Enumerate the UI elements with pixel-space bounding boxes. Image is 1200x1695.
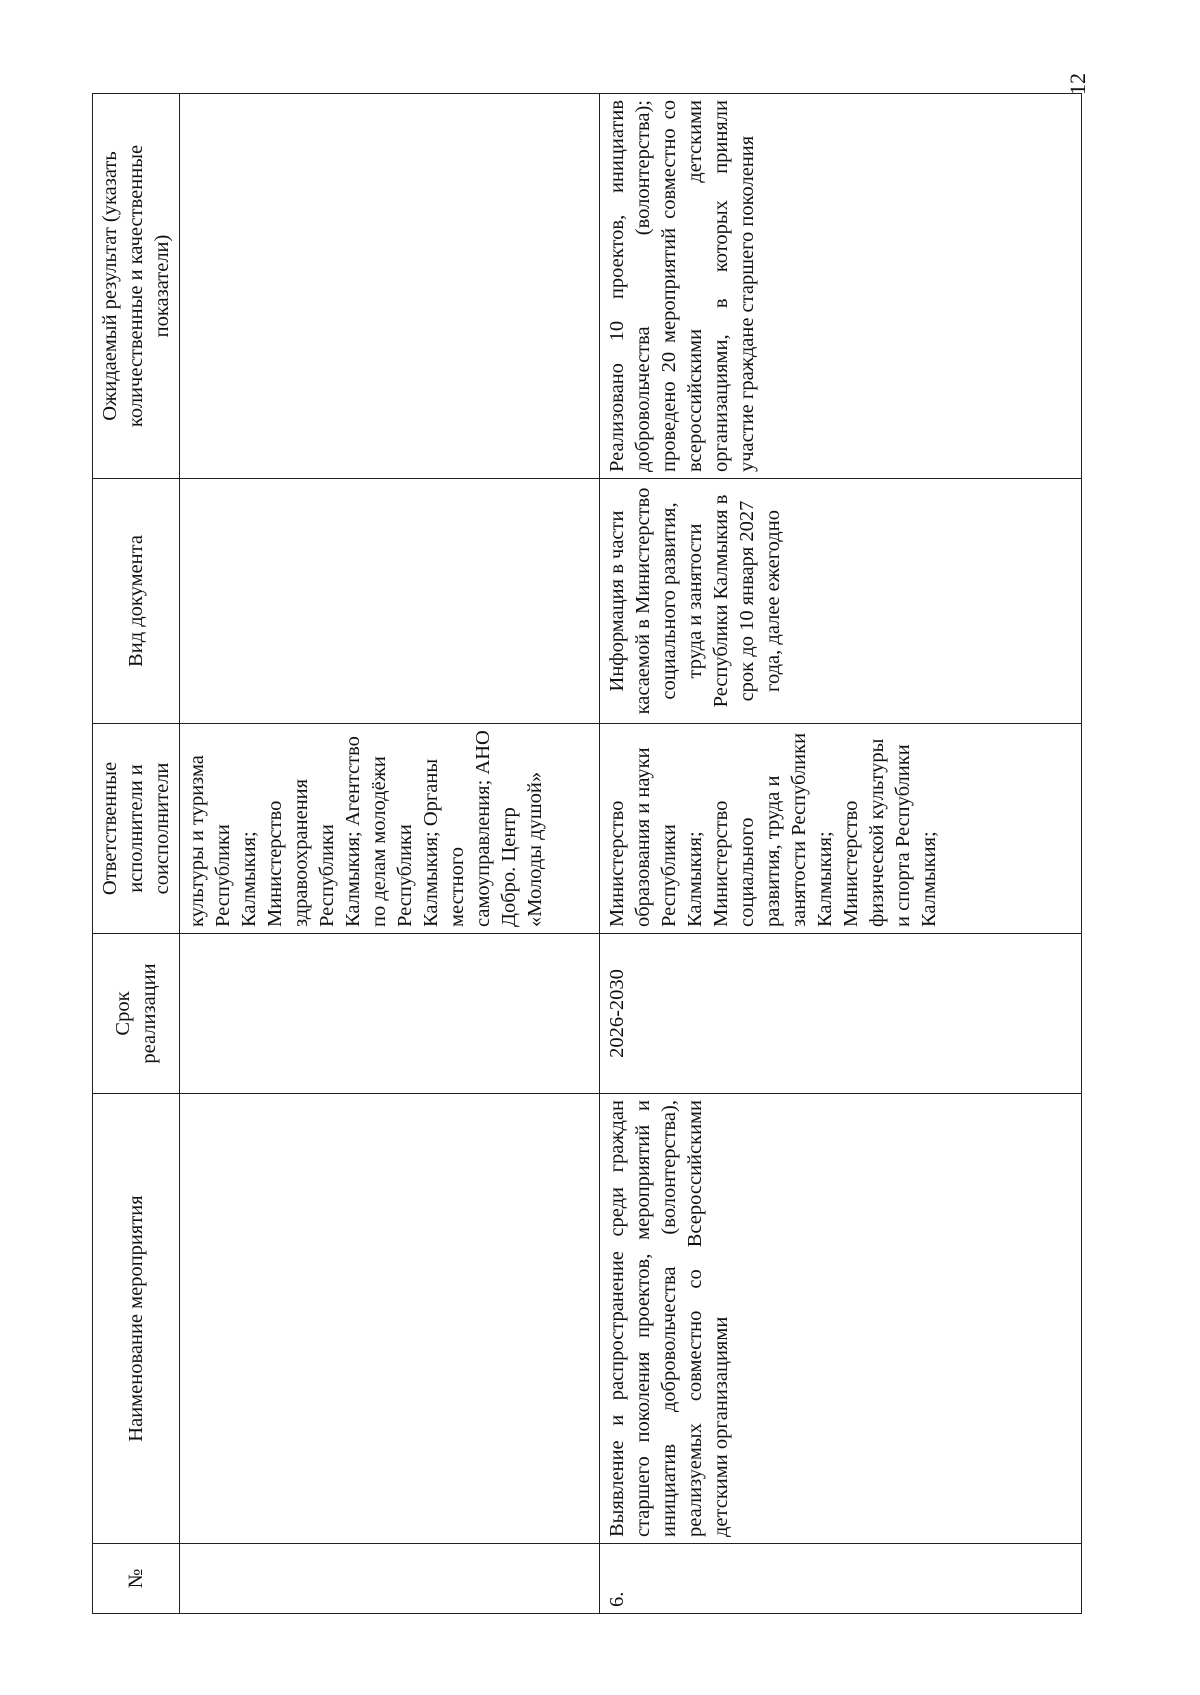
- cell-document-type: [180, 479, 600, 724]
- header-expected-result: Ожидаемый результат (указать количественные и качественные показатели): [93, 94, 180, 479]
- header-number: №: [93, 1544, 180, 1614]
- table-header-row: [93, 94, 180, 1614]
- page-number: 12: [1065, 73, 1090, 95]
- header-responsible: Ответственные исполнители и соисполнители: [93, 724, 180, 934]
- table-row-continuation: [180, 94, 600, 1614]
- cell-expected-result: Реализовано 10 проектов, инициатив добровольчества (волонтерства); проведено 20 мероприятий совместно со всероссийскими детскими организациями, в которых приняли участие граждане старшего поколения: [600, 94, 1082, 479]
- cell-number: 6.: [600, 1544, 1082, 1614]
- header-term: Срок реализации: [93, 934, 180, 1094]
- cell-responsible: Министерство образования и науки Республики Калмыкия; Министерство социального развития, труда и занятости Республики Калмыкия; Министерство физической культуры и спорта Республики Калмыкия;: [600, 724, 1082, 934]
- header-document-type: Вид документа: [93, 479, 180, 724]
- header-action-name: Наименование мероприятия: [93, 1094, 180, 1544]
- cell-number: [180, 1544, 600, 1614]
- cell-action-name: [180, 1094, 600, 1544]
- table-row-6: [600, 94, 1082, 1614]
- cell-action-name: Выявление и распространение среди граждан старшего поколения проектов, мероприятий и инициатив добровольчества (волонтерства), реализуемых совместно со Всероссийскими детскими организациями: [600, 1094, 1082, 1544]
- cell-responsible: культуры и туризма Республики Калмыкия; Министерство здравоохранения Республики Калмыкия; Агентство по делам молодёжи Республики Калмыкия; Органы местного самоуправления; АНО Добро. Центр «Молоды душой»: [180, 724, 600, 934]
- cell-term: 2026-2030: [600, 934, 1082, 1094]
- action-plan-table: [92, 93, 1082, 1614]
- cell-document-type: Информация в части касаемой в Министерство социального развития, труда и занятости Республики Калмыкия в срок до 10 января 2027 года, далее ежегодно: [600, 479, 1082, 724]
- cell-term: [180, 934, 600, 1094]
- cell-expected-result: [180, 94, 600, 479]
- rotated-table-wrapper: [92, 94, 1082, 1614]
